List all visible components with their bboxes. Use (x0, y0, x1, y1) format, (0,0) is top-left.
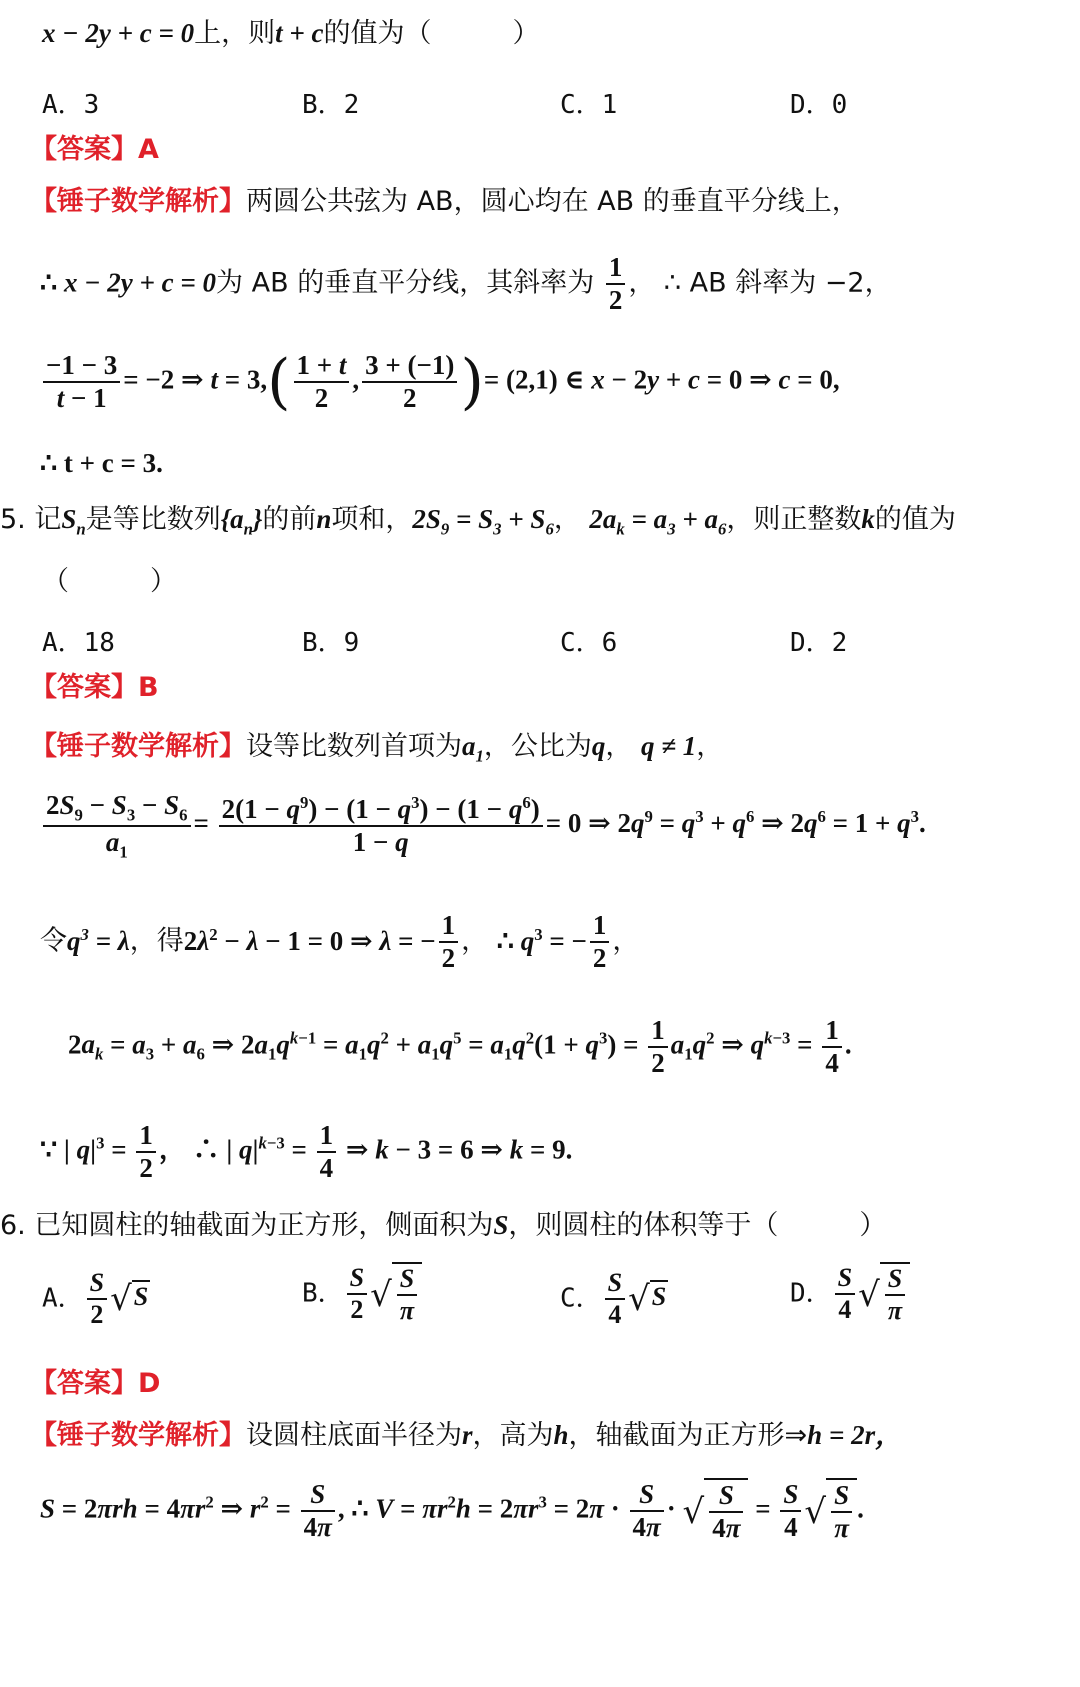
q4-answer: 【答案】A (30, 134, 159, 165)
q5-paren: （ ） (42, 566, 177, 597)
q6-analysis-line1: 【锤子数学解析】设圆柱底面半径为r，高为h，轴截面为正方形⇒h = 2r， (30, 1420, 903, 1451)
q4-analysis-line2: ∴ x − 2y + c = 0为 AB 的垂直平分线，其斜率为 $\frac{1}{2}$ ， ∴ AB 斜率为 −2， (40, 252, 892, 316)
q5-option-a: A．18 (42, 628, 115, 658)
q4-option-b: B．2 (302, 90, 360, 120)
q6-analysis-line2: $S = 2\pi rh = 4\pi r^2$ ⇒ $r^2$ = $\frac{S}{4\pi}$ , ∴ $V = \pi r^2h = 2\pi r^3 = 2\pi$ · $\frac{S}{4\pi}$ · √ $\frac{S}{4\pi}$ = $\frac{S}{4}$ √ $\frac{S}{\pi}$ . (40, 1479, 864, 1544)
q5-analysis-line2: $\frac{2S_9 - S_3 - S_6}{a_1}$ = $\frac{2(1 - q^9) - (1 - q^3) - (1 - q^6)}{1 - q}$ = 0 ⇒ $2q^9 = q^3 + q^6$ ⇒ $2q^6 = 1 + q^3$. (40, 790, 926, 861)
q6-answer: 【答案】D (30, 1368, 161, 1399)
q5-option-c: C．6 (560, 628, 618, 658)
q5-analysis-line3: 令$q^3 = \lambda$，得$2\lambda^2 - \lambda - 1 = 0$ ⇒ λ = − $\frac{1}{2}$ ， ∴ $q^3$ = − $\frac{1}{2}$ ， (40, 910, 640, 974)
q5-option-b: B．9 (302, 628, 360, 658)
q6-option-b: B． $\frac{S}{2}$ √ $\frac{S}{\pi}$ (302, 1262, 422, 1326)
q5-analysis-line4: $2a_k = a_3 + a_6$ ⇒ $2a_1q^{k-1} = a_1q^2 + a_1q^5 = a_1q^2(1 + q^3)$ = $\frac{1}{2}$ $a_1q^2$ ⇒ $q^{k-3}$ = $\frac{1}{4}$ . (68, 1015, 852, 1079)
q4-option-d: D．0 (790, 90, 848, 120)
q5-analysis-line5: ∵ | $q|^3$ = $\frac{1}{2}$ ， ∴ | $q|^{k-3}$ = $\frac{1}{4}$ ⇒ k − 3 = 6 ⇒ k = 9. (40, 1120, 573, 1184)
q4-analysis-line1: 【锤子数学解析】两圆公共弦为 AB，圆心均在 AB 的垂直平分线上， (30, 186, 859, 217)
q6-option-d: D． $\frac{S}{4}$ √ $\frac{S}{\pi}$ (790, 1262, 910, 1326)
q6-stem-line: 6. 已知圆柱的轴截面为正方形，侧面积为S，则圆柱的体积等于（ ） (0, 1210, 887, 1241)
analysis-label: 【锤子数学解析】 (30, 186, 246, 217)
q5-stem-line: 5. 记$S_n$是等比数列$\{a_n\}$的前n项和，$2S_9 = S_3 + S_6$， $2a_k = a_3 + a_6$，则正整数k的值为 (0, 504, 956, 539)
q4-analysis-line3: $\frac{-1 - 3}{t - 1}$ = −2 ⇒ t = 3,( $\frac{1 + t}{2}$ , $\frac{3 + (-1)}{2}$ )= (2,1) ∈ x − 2y + c = 0 ⇒ c = 0, (40, 350, 840, 414)
q4-stem-line: x − 2y + c = 0上，则t + c的值为（ ） (42, 18, 540, 49)
q5-answer: 【答案】B (30, 672, 159, 703)
q4-option-c: C．1 (560, 90, 618, 120)
q5-option-d: D．2 (790, 628, 848, 658)
q6-option-a: A． $\frac{S}{2}$ √S (42, 1268, 149, 1329)
q4-conclusion: ∴ t + c = 3. (40, 448, 163, 478)
q6-option-c: C． $\frac{S}{4}$ √S (560, 1268, 667, 1329)
q4-option-a: A．3 (42, 90, 100, 120)
q5-analysis-line1: 【锤子数学解析】设等比数列首项为$a_1$，公比为q， q ≠ 1， (30, 731, 724, 766)
